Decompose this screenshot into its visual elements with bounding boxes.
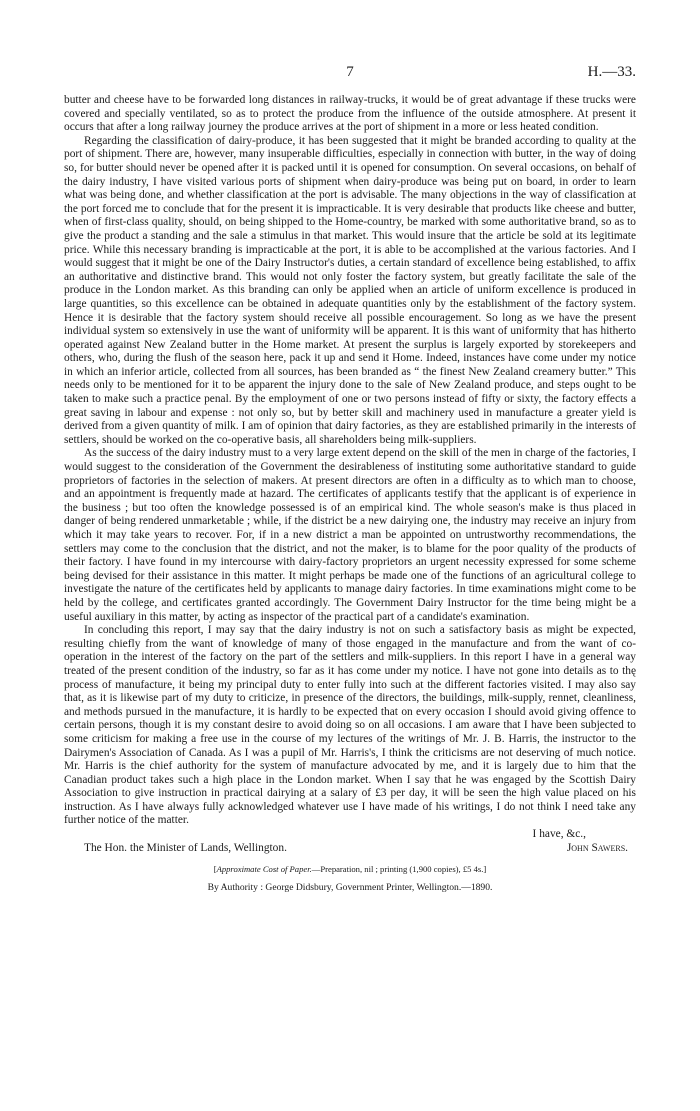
page-header (64, 64, 636, 86)
report-body (64, 94, 636, 828)
paragraph-factory-managers: As the success of the dairy industry must to a very large extent depend on the skill of the men in charge of the factories, I would suggest to the consideration of the Government the desirableness of instituting some authoritative standard to guide proprietors of factories in the selection of makers. At present directors are often in a difficulty as to which man to choose, and an appointment is frequently made at hazard. The certificates of applicants testify that the applicant is of experience in the business ; but too often the knowledge possessed is of an empirical kind. The whole season's make is thus placed in danger of being rendered unmarketable ; while, if the district be a new dairying one, the industry may receive an injury from which it may take years to recover. For, if in a new district a man be appointed on untrustworthy recommendations, the settlers may come to the conclusion that the district, and not the maker, is to blame for the poor quality of the products of their factory. I have found in my intercourse with dairy-factory proprietors an urgent necessity expressed for some scheme being devised for their assistance in this matter. It might perhaps be made one of the functions of an agricultural college to investigate the nature of the certificates held by applicants to manage dairy factories. In time examinations might come to be held by the college, and certificates granted accordingly. The Government Dairy Instructor for the time being might be a useful auxiliary in this matter, by acting as inspector of the practical part of a candidate's examination. (64, 447, 636, 623)
signature-row (64, 842, 636, 856)
document-page (64, 64, 636, 894)
cost-label: Approximate Cost of Paper. (216, 864, 312, 875)
document-reference: H.—33. (587, 64, 636, 80)
signatory: John Sawers. (566, 841, 628, 854)
paragraph-conclusion: In concluding this report, I may say that the dairy industry is not on such a satisfactory basis as might be expected, resulting chiefly from the want of knowledge of many of those engaged in the manufacture and from the want of co-operation in the interest of the factory on the part of the settlers and milk-suppliers. In this report I have in a general way treated of the present condition of the industry, so far as it has come under my notice. I have not gone into details as to thę process of manufacture, it being my principal duty to enter fully into such at the different factories visited. I may also say that, as it is likewise part of my duty to criticize, in presence of the directors, the buildings, milk-supply, rennet, cleanliness, and methods pursued in the manufacture, it is hardly to be expected that on every occasion I should avoid giving offence to certain persons, though it is my constant desire to avoid doing so on all occasions. I am aware that I have been subjected to some criticism for making a free use in the course of my lectures of the writings of Mr. J. B. Harris, the instructor to the Dairymen's Association of Canada. As I was a pupil of Mr. Harris's, I think the criticisms are not deserving of much notice. Mr. Harris is the chief authority for the system of manufacture advocated by me, and it is largely due to him that the Canadian product takes such a high place in the London market. When I say that he was engaged by the Scottish Dairy Association to give instruction in practical dairying at a salary of £3 per day, it will be seen the high value placed on his instruction. As I have always fully acknowledged whatever use I have made of his writings, I do not think I need take any further notice of the matter. (64, 624, 636, 827)
cost-details: —Preparation, nil ; printing (1,900 copies), £5 4s. (311, 864, 484, 875)
valediction: I have, &c., (532, 828, 586, 841)
paragraph-classification: Regarding the classification of dairy-produce, it has been suggested that it might be branded according to quality at the port of shipment. There are, however, many insuperable difficulties, especially in connection with butter, in the way of doing so, for butter should never be opened after it is packed until it is opened for consumption. On several occasions, on behalf of the dairy industry, I have visited various ports of shipment when dairy-produce was being put on board, in order to learn what was being done, and whether classification at the port is advisable. The many objections in the way of classification at the port forced me to conclude that for the present it is impracticable. It is very desirable that products like cheese and butter, when of first-class quality, should, on being shipped to the Home-country, be marked with some authoritative brand, so as to give the product a standing and the sale a stimulus in that market. This would insure that the article be sold at its legitimate price. While this necessary branding is impracticable at the port, it is able to be accomplished at the various factories. And I would suggest that it might be one of the Dairy Instructor's duties, a certain standard of excellence being established, to affix an authoritative and distinctive brand. This would not only foster the factory system, but greatly facilitate the sale of the produce in the London market. As this branding can only be applied when an article of uniform excellence is produced in large quantities, so this excellence can be obtained in adequate quantities only by the establishment of the factory system. Hence it is desirable that the factory system should receive all possible encouragement. So long as we have the present individual system so extensively in use the want of uniformity will be apparent. It is this want of uniformity that has hitherto operated against New Zealand butter in the Home market. At present the surplus is largely exported by storekeepers and others, who, during the flush of the season here, pack it up and send it Home. Indeed, instances have come under my notice in which an inferior article, collected from all sources, has been branded as “ the finest New Zealand creamery butter.” This needs only to be mentioned for it to be apparent the injury done to the sale of New Zealand produce, and steps ought to be taken to make such a practice penal. By the employment of one or two persons instead of fifty or sixty, the factory effects a great saving in labour and expense : not only so, but by better skill and machinery used in manufacture a greater yield is derived from a given quantity of milk. I am of opinion that dairy factories, as they are established primarily in the interests of settlers, should be worked on the co-operative basis, all shareholders being milk-suppliers. (64, 134, 636, 446)
printer-line: By Authority : George Didsbury, Government Printer, Wellington.—1890. (207, 882, 493, 894)
paragraph-railway-trucks: butter and cheese have to be forwarded long distances in railway-trucks, it would be of great advantage if these trucks were covered and specially ventilated, so as to protect the produce from the influence of the outside atmosphere. At present it occurs that after a long railway journey the produce arrives at the port of shipment in a more or less heated condition. (64, 94, 636, 134)
cost-note: [Approximate Cost of Paper.—Preparation, nil ; printing (1,900 copies), £5 4s.] (213, 864, 487, 875)
addressee: The Hon. the Minister of Lands, Wellington. (84, 841, 287, 854)
page-number: 7 (346, 64, 354, 80)
